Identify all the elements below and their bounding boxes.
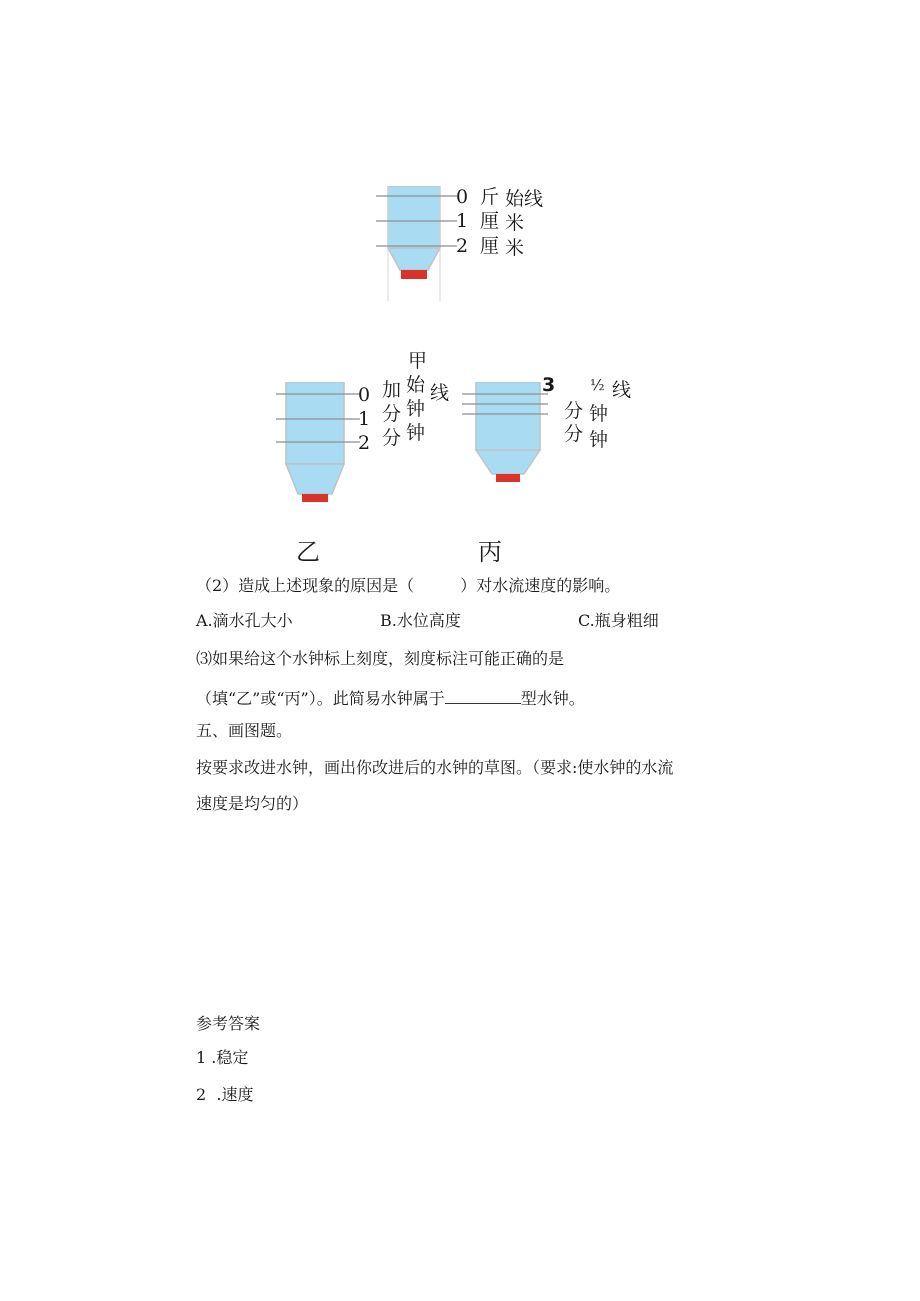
answer-number: 1: [196, 1048, 207, 1067]
scale-mark: ½: [590, 376, 605, 394]
instruction-line2: 速度是均匀的）: [196, 794, 309, 813]
scale-mark: 3: [542, 374, 556, 396]
question-2-prefix: （2）造成上述现象的原因是（: [196, 576, 415, 595]
scale-unit: 钟: [406, 398, 426, 420]
question-3-line1: ⑶如果给这个水钟标上刻度，刻度标注可能正确的是: [196, 649, 565, 668]
bottle-illustration-top: [372, 186, 462, 301]
scale-unit: 钟: [589, 429, 609, 451]
answer-blank: [445, 688, 521, 704]
question-3-suffix: 型水钟。: [520, 689, 585, 708]
answer-item: [196, 1050, 248, 1066]
scale-number: 1: [456, 210, 469, 232]
figure-caption-bing: 丙: [478, 538, 502, 566]
scale-unit: 分: [564, 423, 584, 445]
scale-label: 甲: [408, 350, 428, 372]
scale-number: 2: [358, 432, 371, 454]
water-clock-figure-top: [372, 186, 562, 301]
scale-unit: 米: [505, 237, 525, 259]
scale-number: 2: [456, 235, 469, 257]
scale-unit: 斤: [480, 186, 500, 208]
bottle-illustration-yi: [270, 382, 360, 514]
scale-unit: 厘: [480, 235, 500, 257]
scale-unit: 钟: [589, 403, 609, 425]
answers-heading: 参考答案: [196, 1014, 261, 1033]
scale-unit: 线: [612, 379, 632, 401]
question-2: [196, 578, 620, 594]
scale-number: 0: [456, 186, 469, 208]
question-2-suffix: ）对水流速度的影响。: [460, 576, 621, 595]
section-heading: 五、画图题。: [196, 721, 293, 740]
scale-unit: 分: [382, 427, 402, 449]
option-b: B.水位高度: [380, 611, 461, 630]
figure-caption-yi: 乙: [296, 538, 320, 566]
scale-unit: 始: [406, 374, 426, 396]
water-clock-figure-bing: [458, 372, 648, 484]
scale-number: 0: [358, 384, 371, 406]
answer-item: [196, 1087, 253, 1103]
scale-unit: 钟: [406, 422, 426, 444]
scale-unit: 米: [505, 212, 525, 234]
answer-text: .速度: [216, 1085, 254, 1104]
question-3-line2: [196, 688, 585, 707]
scale-unit: 始线: [505, 188, 544, 210]
question-3-prefix: （填“乙”或“丙”）。此简易水钟属于: [196, 689, 445, 708]
scale-unit: 加: [382, 379, 402, 401]
scale-unit: 厘: [480, 210, 500, 232]
scale-number: 1: [358, 408, 371, 430]
scale-unit: 分: [382, 403, 402, 425]
option-c: C.瓶身粗细: [578, 611, 659, 630]
answer-number: 2: [196, 1085, 207, 1104]
scale-unit: 线: [430, 382, 450, 404]
option-a: A.滴水孔大小: [196, 611, 293, 630]
bottle-illustration-bing: [458, 382, 548, 494]
instruction-line1: 按要求改进水钟，画出你改进后的水钟的草图。（要求:使水钟的水流: [196, 758, 674, 777]
answer-text: .稳定: [211, 1048, 249, 1067]
water-clock-figure-yi: [270, 350, 460, 482]
scale-unit: 分: [564, 400, 584, 422]
